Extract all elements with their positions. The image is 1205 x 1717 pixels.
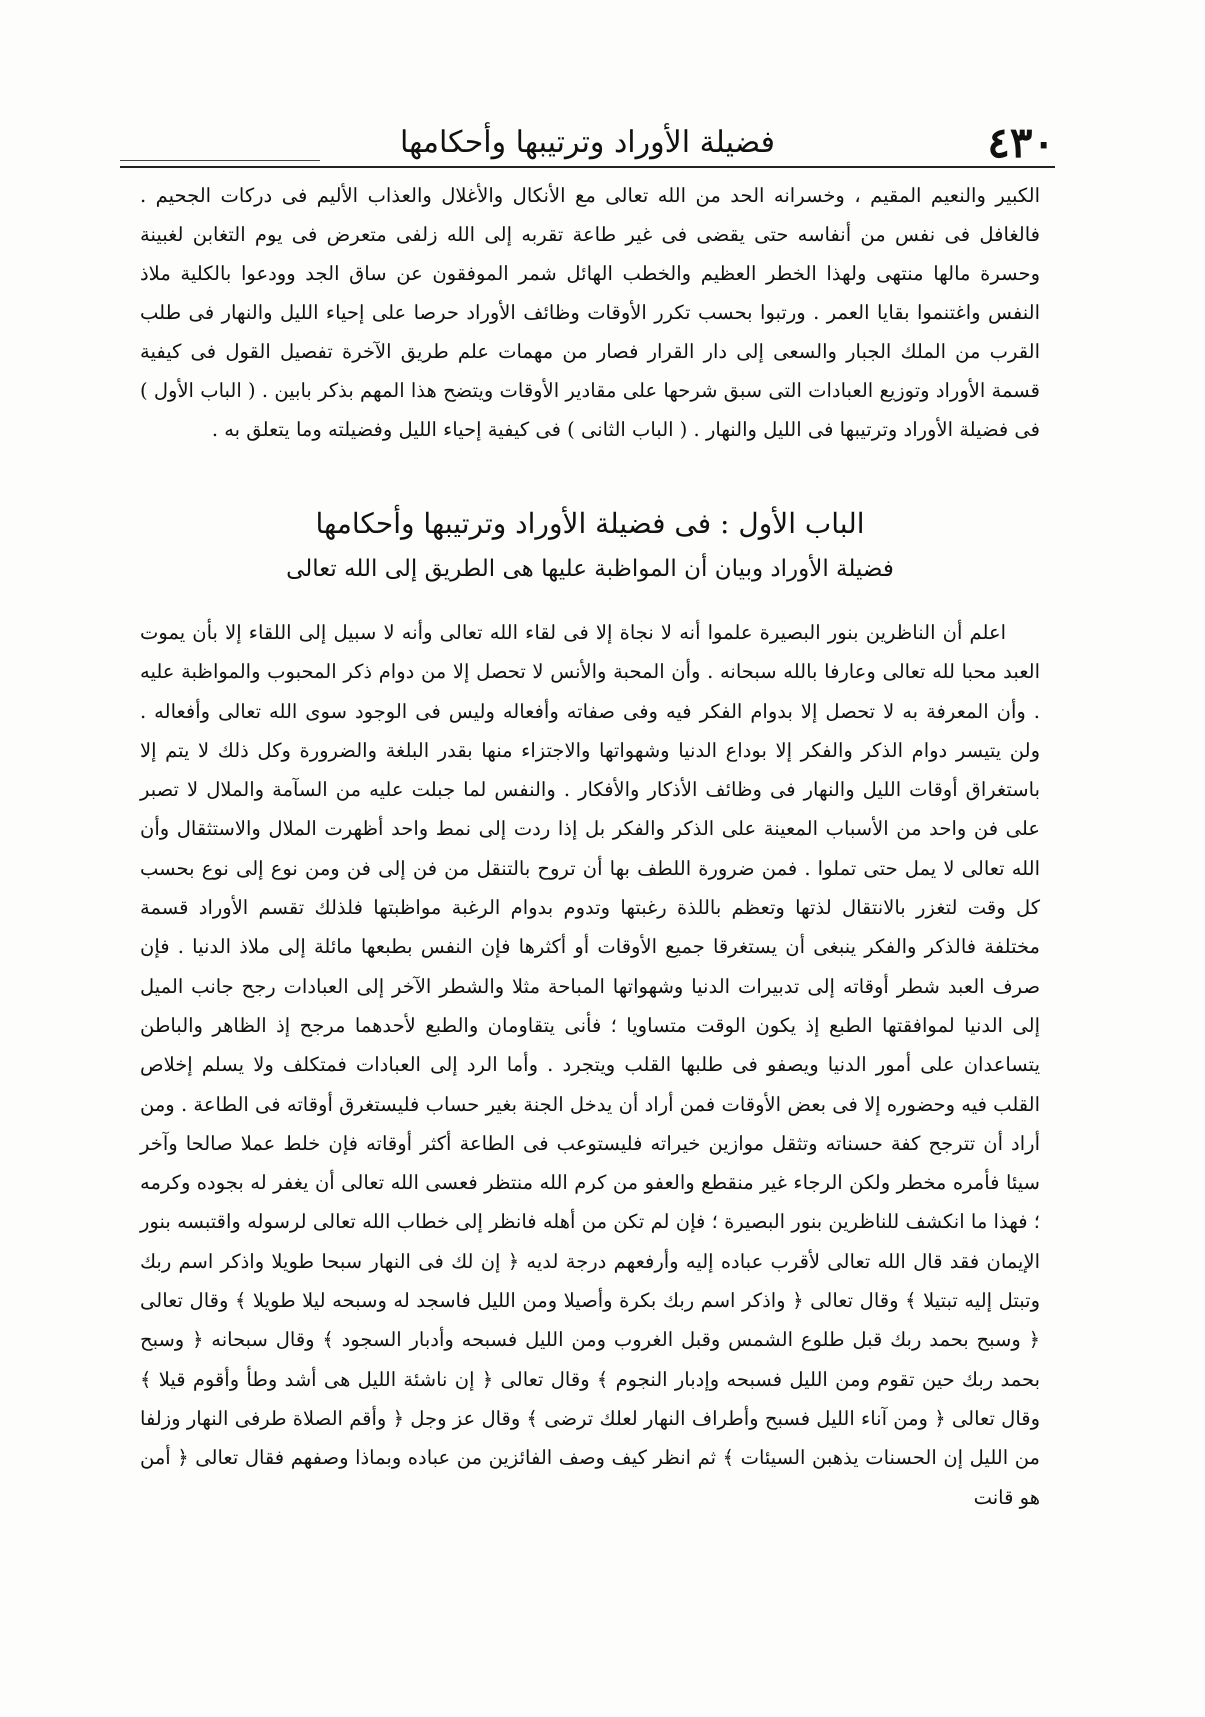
intro-paragraph: الكبير والنعيم المقيم ، وخسرانه الحد من الله تعالى مع الأنكال والأغلال والعذاب الأليم فى دركات الجحيم . فالغافل فى نفس من أنفاسه حتى يقضى فى غير طاعة تقربه إلى الله زلفى متعرض فى يوم التغابن لغبينة وحسرة مالها منتهى ولهذا الخطر العظيم والخطب الهائل شمر الموفقون عن ساق الجد وودعوا بالكلية ملاذ النفس واغتنموا بقايا العمر . ورتبوا بحسب تكرر الأوقات وظائف الأوراد حرصا على إحياء الليل والنهار فى طلب القرب من الملك الجبار والسعى إلى دار القرار فصار من مهمات علم طريق الآخرة تفصيل القول فى كيفية قسمة الأوراد وتوزيع العبادات التى سبق شرحها على مقادير الأوقات ويتضح هذا المهم بذكر بابين . ( الباب الأول ) فى فضيلة الأوراد وترتيبها فى الليل والنهار . ( الباب الثانى ) فى كيفية إحياء الليل وفضيلته وما يتعلق به . bbox=[140, 184, 1040, 441]
header-rule bbox=[120, 166, 1055, 168]
intro-paragraph-block bbox=[140, 176, 1040, 449]
section-title: فضيلة الأوراد وبيان أن المواظبة عليها هى الطريق إلى الله تعالى bbox=[286, 556, 894, 582]
running-title: فضيلة الأوراد وترتيبها وأحكامها bbox=[399, 125, 776, 160]
page-number: ٤٣٠ bbox=[987, 118, 1055, 167]
chapter-title: الباب الأول : فى فضيلة الأوراد وترتيبها وأحكامها bbox=[315, 507, 865, 540]
header-rule-short bbox=[120, 160, 320, 161]
main-paragraph: اعلم أن الناظرين بنور البصيرة علموا أنه لا نجاة إلا فى لقاء الله تعالى وأنه لا سبيل إلى اللقاء إلا بأن يموت العبد محبا لله تعالى وعارفا بالله سبحانه . وأن المحبة والأنس لا تحصل إلا من دوام ذكر المحبوب والمواظبة عليه . وأن المعرفة به لا تحصل إلا بدوام الفكر فيه وفى صفاته وأفعاله وليس فى الوجود سوى الله تعالى وأفعاله . ولن يتيسر دوام الذكر والفكر إلا بوداع الدنيا وشهواتها والاجتزاء منها بقدر البلغة والضرورة وكل ذلك لا يتم إلا باستغراق أوقات الليل والنهار فى وظائف الأذكار والأفكار . والنفس لما جبلت عليه من السآمة والملال لا تصبر على فن واحد من الأسباب المعينة على الذكر والفكر بل إذا ردت إلى نمط واحد أظهرت الملال والاستثقال وأن الله تعالى لا يمل حتى تملوا . فمن ضرورة اللطف بها أن تروح بالتنقل من فن إلى فن ومن نوع إلى نوع بحسب كل وقت لتغزر بالانتقال لذتها وتعظم باللذة رغبتها وتدوم بدوام الرغبة مواظبتها فلذلك تقسم الأوراد قسمة مختلفة فالذكر والفكر ينبغى أن يستغرقا جميع الأوقات أو أكثرها فإن النفس بطبعها مائلة إلى ملاذ الدنيا . فإن صرف العبد شطر أوقاته إلى تدبيرات الدنيا وشهواتها المباحة مثلا والشطر الآخر إلى العبادات رجح جانب الميل إلى الدنيا لموافقتها الطبع إذ يكون الوقت متساويا ؛ فأنى يتقاومان والطبع لأحدهما مرجح إذ الظاهر والباطن يتساعدان على أمور الدنيا ويصفو فى طلبها القلب ويتجرد . وأما الرد إلى العبادات فمتكلف ولا يسلم إخلاص القلب فيه وحضوره إلا فى بعض الأوقات فمن أراد أن يدخل الجنة بغير حساب فليستغرق أوقاته فى الطاعة . ومن أراد أن تترجح كفة حسناته وتثقل موازين خيراته فليستوعب فى الطاعة أكثر أوقاته فإن خلط عملا صالحا وآخر سيئا فأمره مخطر ولكن الرجاء غير منقطع والعفو من كرم الله منتظر فعسى الله تعالى أن يغفر له بجوده وكرمه ؛ فهذا ما انكشف للناظرين بنور البصيرة ؛ فإن لم تكن من أهله فانظر إلى خطاب الله تعالى لرسوله واقتبسه بنور الإيمان فقد قال الله تعالى لأقرب عباده إليه وأرفعهم درجة لديه ﴿ إن لك فى النهار سبحا طويلا واذكر اسم ربك وتبتل إليه تبتيلا ﴾ وقال تعالى ﴿ واذكر اسم ربك بكرة وأصيلا ومن الليل فاسجد له وسبحه ليلا طويلا ﴾ وقال تعالى ﴿ وسبح بحمد ربك قبل طلوع الشمس وقبل الغروب ومن الليل فسبحه وأدبار السجود ﴾ وقال سبحانه ﴿ وسبح بحمد ربك حين تقوم ومن الليل فسبحه وإدبار النجوم ﴾ وقال تعالى ﴿ إن ناشئة الليل هى أشد وطأ وأقوم قيلا ﴾ وقال تعالى ﴿ ومن آناء الليل فسبح وأطراف النهار لعلك ترضى ﴾ وقال عز وجل ﴿ وأقم الصلاة طرفى النهار وزلفا من الليل إن الحسنات يذهبن السيئات ﴾ ثم انظر كيف وصف الفائزين من عباده وبماذا وصفهم فقال تعالى ﴿ أمن هو قانت bbox=[140, 621, 1040, 1509]
main-paragraph-block bbox=[140, 613, 1040, 1517]
